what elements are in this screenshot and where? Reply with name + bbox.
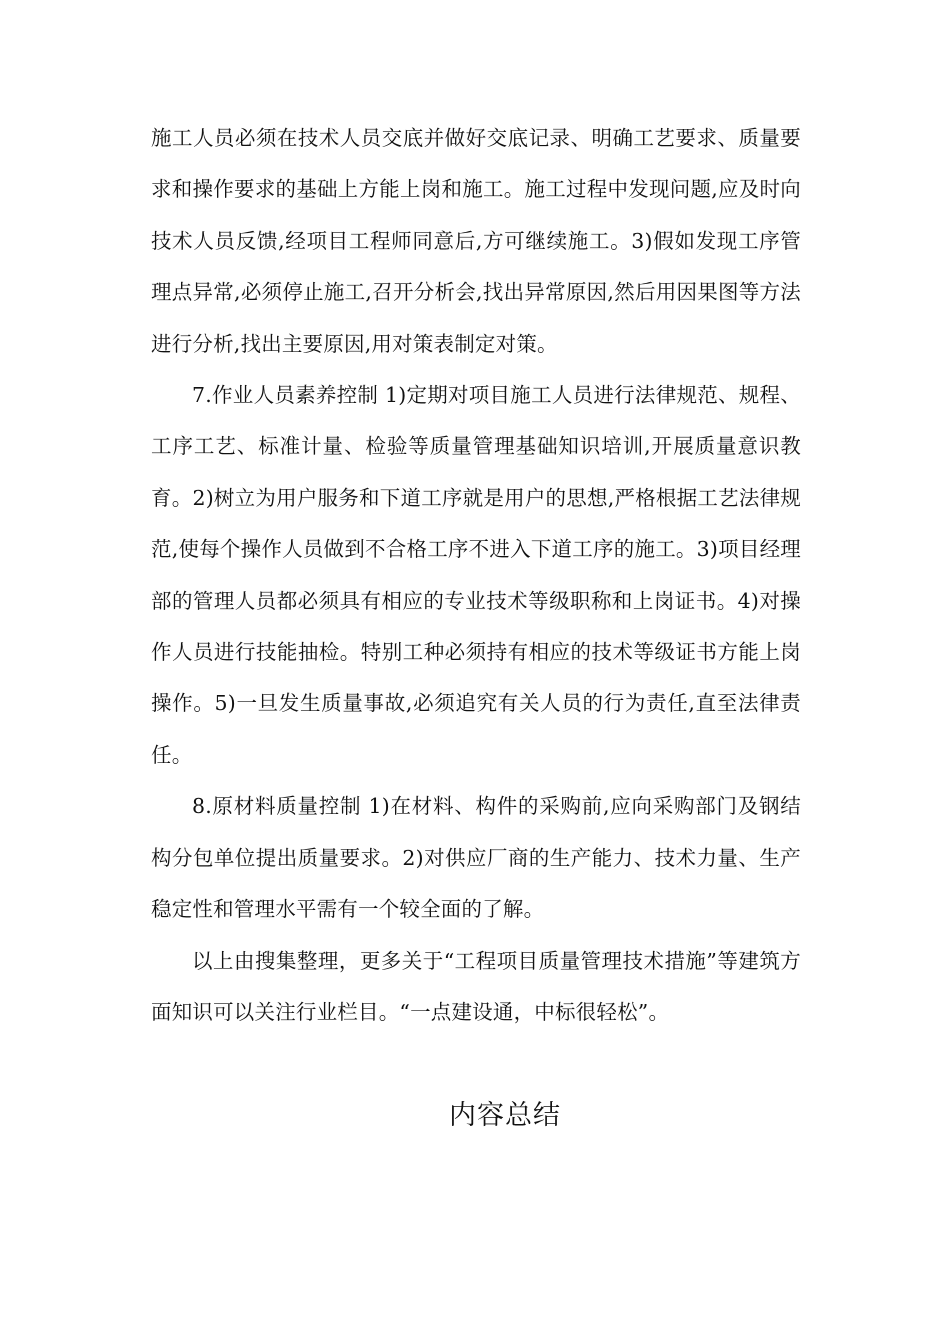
paragraph-worker-quality-control: 7.作业人员素养控制 1)定期对项目施工人员进行法律规范、规程、工序工艺、标准计量、检验等质量管理基础知识培训,开展质量意识教育。2)树立为用户服务和下道工序就是用户的思想,严格根据工艺法律规范,使每个操作人员做到不合格工序不进入下道工序的施工。3)项目经理部的管理人员都必须具有相应的专业技术等级职称和上岗证书。4)对操作人员进行技能抽检。特别工种必须持有相应的技术等级证书方能上岗操作。5)一旦发生质量事故,必须追究有关人员的行为责任,直至法律责任。 (151, 383, 801, 767)
paragraph-material-quality-control: 8.原材料质量控制 1)在材料、构件的采购前,应向采购部门及钢结构分包单位提出质量要求。2)对供应厂商的生产能力、技术力量、生产稳定性和管理水平需有一个较全面的了解。 (151, 794, 801, 922)
paragraph-source-note: 以上由搜集整理，更多关于“工程项目质量管理技术措施”等建筑方面知识可以关注行业栏目。“一点建设通，中标很轻松”。 (151, 948, 801, 1024)
section-title: 内容总结 (449, 1100, 561, 1131)
paragraph-continued-construction: 施工人员必须在技术人员交底并做好交底记录、明确工艺要求、质量要求和操作要求的基础上方能上岗和施工。施工过程中发现问题,应及时向技术人员反馈,经项目工程师同意后,方可继续施工。3)假如发现工序管理点异常,必须停止施工,召开分析会,找出异常原因,然后用因果图等方法进行分析,找出主要原因,用对策表制定对策。 (151, 126, 801, 356)
document-body (151, 113, 801, 1038)
